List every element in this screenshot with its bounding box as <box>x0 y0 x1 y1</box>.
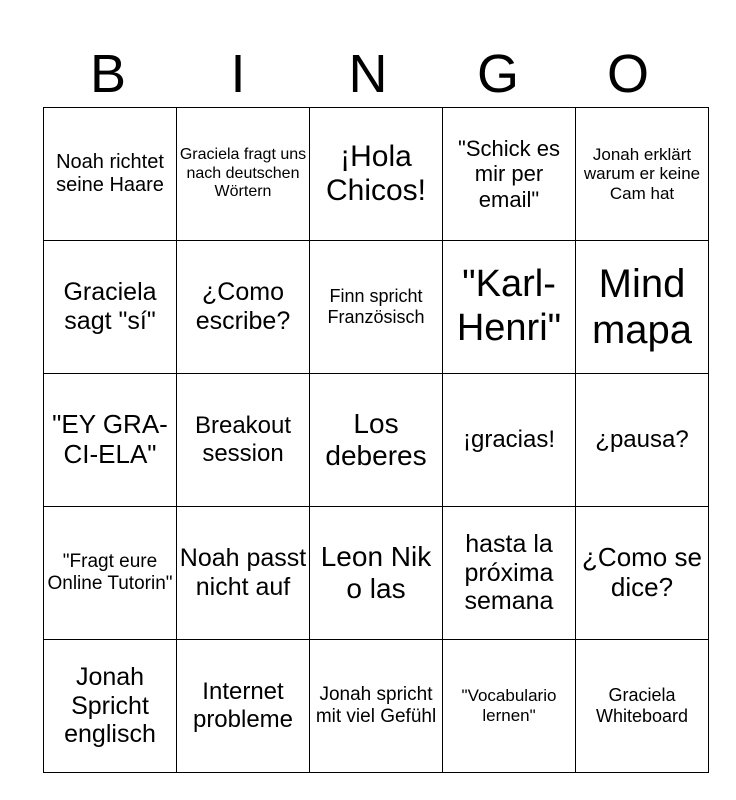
bingo-cell[interactable]: Leon Nik o las <box>310 507 443 640</box>
header-letter-g: G <box>476 44 519 104</box>
bingo-cell[interactable]: ¿pausa? <box>576 374 709 507</box>
bingo-cell[interactable]: "Karl-Henri" <box>443 241 576 374</box>
bingo-cell[interactable]: Jonah erklärt warum er keine Cam hat <box>576 108 709 241</box>
bingo-cell[interactable]: Graciela fragt uns nach deutschen Wörtern <box>177 108 310 241</box>
header-letter-n: N <box>348 44 388 104</box>
bingo-row <box>44 640 709 773</box>
bingo-cell[interactable]: ¿Como escribe? <box>177 241 310 374</box>
bingo-cell[interactable]: ¡Hola Chicos! <box>310 108 443 241</box>
bingo-grid <box>43 107 709 773</box>
bingo-cell[interactable]: Graciela Whiteboard <box>576 640 709 773</box>
bingo-cell[interactable]: Jonah Spricht englisch <box>44 640 177 773</box>
bingo-cell[interactable]: ¿Como se dice? <box>576 507 709 640</box>
bingo-cell[interactable]: "EY GRA-CI-ELA" <box>44 374 177 507</box>
bingo-cell[interactable]: "Fragt eure Online Tutorin" <box>44 507 177 640</box>
header-letter-i: I <box>230 44 246 104</box>
bingo-cell[interactable]: Mind mapa <box>576 241 709 374</box>
bingo-cell[interactable]: "Vocabulario lernen" <box>443 640 576 773</box>
bingo-cell[interactable]: Breakout session <box>177 374 310 507</box>
bingo-cell[interactable]: "Schick es mir per email" <box>443 108 576 241</box>
bingo-cell[interactable]: Jonah spricht mit viel Gefühl <box>310 640 443 773</box>
bingo-cell[interactable]: Finn spricht Französisch <box>310 241 443 374</box>
bingo-cell[interactable]: hasta la próxima semana <box>443 507 576 640</box>
bingo-header <box>43 40 693 108</box>
bingo-cell[interactable]: Noah richtet seine Haare <box>44 108 177 241</box>
header-letter-b: B <box>89 44 127 104</box>
bingo-row <box>44 507 709 640</box>
bingo-cell[interactable]: Graciela sagt "sí" <box>44 241 177 374</box>
bingo-cell[interactable]: Internet probleme <box>177 640 310 773</box>
bingo-row <box>44 108 709 241</box>
bingo-cell[interactable]: Los deberes <box>310 374 443 507</box>
bingo-row <box>44 374 709 507</box>
header-letter-o: O <box>606 44 649 104</box>
bingo-row <box>44 241 709 374</box>
bingo-cell[interactable]: Noah passt nicht auf <box>177 507 310 640</box>
bingo-cell[interactable]: ¡gracias! <box>443 374 576 507</box>
